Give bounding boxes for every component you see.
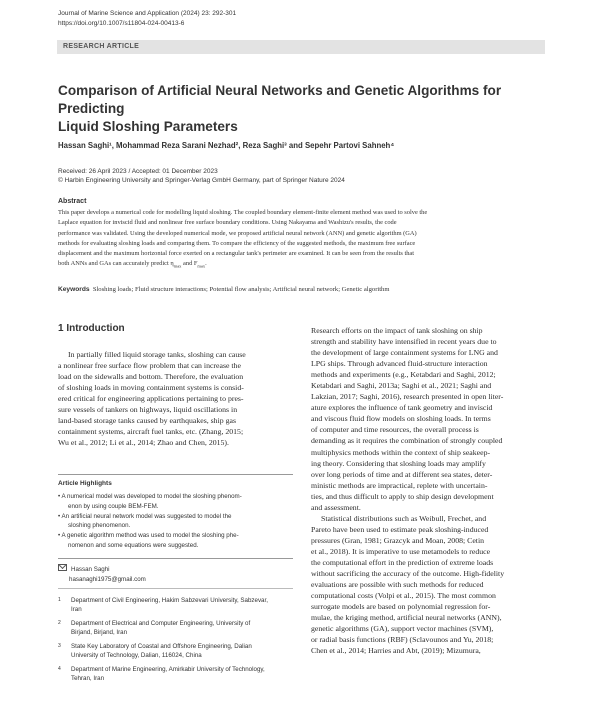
- text-line: the development of large containment systems for LNG and: [311, 348, 498, 358]
- affiliation-number: 3: [58, 643, 61, 649]
- text-line: evaluations are possible with such methods for reduced: [311, 580, 484, 590]
- contact-rule: [58, 588, 293, 589]
- highlights-list: [58, 492, 293, 551]
- contact-email[interactable]: hasanaghi1975@gmail.com: [69, 575, 146, 583]
- keywords-line: [58, 286, 546, 293]
- article-type-label: RESEARCH ARTICLE: [63, 43, 140, 50]
- text-line: et al., 2018). It is imperative to use metamodels to reduce: [311, 546, 491, 556]
- affiliation-text: Department of Marine Engineering, Amirkabir University of Technology,: [71, 666, 265, 673]
- affiliation-2: [58, 619, 293, 637]
- affiliation-text: State Key Laboratory of Coastal and Offshore Engineering, Dalian: [71, 643, 252, 650]
- abstract-line: methods for evaluating sloshing loads and comparing them. To compare the efficiency of the suggested methods, the maximum free surface: [58, 239, 416, 247]
- highlights-bottom-rule: [58, 558, 293, 559]
- text-line: Pareto have been used to estimate peak sloshing-induced: [311, 524, 489, 534]
- text-line: over long periods of time and at different sea states, deter-: [311, 469, 493, 479]
- text-line: methods and experiments (e.g., Ketabdari and Saghi, 2012;: [311, 370, 496, 380]
- text-line: LPG ships. Through advanced fluid-structure interaction: [311, 359, 488, 369]
- affiliation-1: [58, 596, 293, 614]
- contact-name-row: [58, 564, 146, 575]
- subscript-max: max: [173, 263, 182, 269]
- abstract-heading: Abstract: [58, 198, 87, 205]
- text-line: genetic algorithms (GA), support vector machines (SVM),: [311, 624, 494, 634]
- text-line: ing theory. Considering that sloshing loads may amplify: [311, 458, 486, 468]
- section-heading: 1 Introduction: [58, 323, 125, 334]
- highlight-item: • A genetic algorithm method was used to model the sloshing phe-: [58, 532, 239, 540]
- text-line: ministic methods are impractical, replete with uncertain-: [311, 480, 488, 490]
- text-line: land-based storage tanks caused by earthquakes, ship gas: [58, 416, 236, 426]
- text-line: mulae, the kriging method, artificial neural networks (ANN),: [311, 613, 502, 623]
- text-line: Lakzian, 2017; Saghi, 2016), research presented in open liter-: [311, 392, 504, 402]
- highlight-item-cont: nomenon and some equations were suggested.: [68, 541, 199, 549]
- author-list: Hassan Saghi¹, Mohammad Reza Sarani Nezhad², Reza Saghi³ and Sepehr Partovi Sahneh⁴: [58, 141, 395, 150]
- publication-dates: [58, 167, 345, 185]
- highlight-item-cont: enon by using couple BEM-FEM.: [68, 502, 159, 510]
- affiliation-number: 1: [58, 597, 61, 603]
- text-line: ature explores the influence of tank geometry and inviscid: [311, 403, 493, 413]
- affiliation-text: Department of Electrical and Computer Engineering, University of: [71, 620, 251, 627]
- subscript-max: max: [197, 263, 206, 269]
- abstract-period: .: [205, 260, 207, 268]
- text-line: a nonlinear free surface flow problem that can increase the: [58, 361, 241, 371]
- text-line: computational costs (Volpi et al., 2015). The most common: [311, 591, 496, 601]
- affiliation-text: University of Technology, Dalian, 116024, China: [71, 652, 202, 660]
- text-line: sure vessels of tankers on highways, liquid oscillations in: [58, 405, 238, 415]
- affiliation-text: Iran: [71, 606, 82, 614]
- title-line-2: Liquid Sloshing Parameters: [58, 119, 238, 134]
- text-line: Ketabdari and Saghi, 2013a; Saghi et al., 2021; Saghi and: [311, 381, 492, 391]
- text-line: and viscous fluid flow models on sloshing loads. In terms: [311, 414, 491, 424]
- text-line: strength and stability have intensified in recent years due to: [311, 337, 497, 347]
- text-line: Chen et al., 2014; Harries and Abt, (2019); Mizumura,: [311, 646, 481, 656]
- text-line: In partially filled liquid storage tanks, sloshing can cause: [68, 350, 246, 359]
- abstract-line: performance was validated. Using the developed numerical mode, we proposed artificial neural network (ANN) and genetic algorithm (GA): [58, 229, 417, 237]
- highlight-item-cont: sloshing phenomenon.: [68, 522, 131, 530]
- abstract-line: This paper develops a numerical code for modelling liquid sloshing. The coupled boundary element-finite element method was used to solve the: [58, 209, 428, 216]
- keywords-label: Keywords: [58, 286, 90, 293]
- paper-title: [58, 82, 548, 136]
- abstract-text: and F: [181, 260, 198, 268]
- text-line: Research efforts on the impact of tank sloshing on ship: [311, 326, 483, 335]
- text-line: ties, and thus difficult to apply to ship design development: [311, 491, 494, 501]
- contact-name: Hassan Saghi: [71, 566, 110, 573]
- text-line: of sloshing loads in moving containment systems is consid-: [58, 383, 244, 393]
- corresponding-author: [58, 564, 146, 584]
- abstract-text: both ANNs and GAs can accurately predict η: [58, 260, 174, 268]
- text-line: the computational effort in the prediction of extreme loads: [311, 557, 494, 567]
- abstract-last-line: [58, 259, 546, 272]
- text-line: demanding as it requires the combination of strongly coupled: [311, 436, 503, 446]
- abstract-body: [58, 208, 546, 272]
- copyright-line: © Harbin Engineering University and Springer-Verlag GmbH Germany, part of Springer Nature 2024: [58, 177, 345, 184]
- right-column-text: [311, 325, 546, 656]
- affiliation-3: [58, 642, 293, 660]
- affiliation-number: 2: [58, 620, 61, 626]
- text-line: surrogate models are based on polynomial regression for-: [311, 602, 491, 612]
- affiliation-text: Tehran, Iran: [71, 675, 105, 683]
- affiliation-4: [58, 665, 293, 683]
- text-line: without sacrificing the accuracy of the outcome. High-fidelity: [311, 569, 505, 579]
- highlights-heading: Article Highlights: [58, 480, 112, 487]
- title-line-1: Comparison of Artificial Neural Networks and Genetic Algorithms for Predicting: [58, 83, 502, 116]
- text-line: or radial basis functions (RBF) (Sclavounos and Yu, 2018;: [311, 635, 494, 645]
- text-line: of computer and time resources, the overall process is: [311, 425, 479, 435]
- abstract-line: displacement and the maximum horizontal force exerted on a rectangular tank's perimeter are examined. It can be seen from the results that: [58, 250, 415, 258]
- highlight-item: • An artificial neural network model was suggested to model the: [58, 512, 232, 520]
- text-line: multiphysics methods within the context of ship seakeep-: [311, 447, 491, 457]
- article-type-banner: [57, 40, 545, 54]
- highlight-item: • A numerical model was developed to model the sloshing phenom-: [58, 493, 242, 500]
- highlights-top-rule: [58, 474, 293, 475]
- affiliation-text: Birjand, Birjand, Iran: [71, 629, 128, 637]
- text-line: containment systems, aircraft fuel tanks, etc. (Zhang, 2015;: [58, 427, 244, 437]
- intro-paragraph: [58, 349, 293, 448]
- keywords-text: Sloshing loads; Fluid structure interactions; Potential flow analysis; Artificial neural network; Genetic algorithm: [92, 286, 390, 293]
- abstract-line: Laplace equation for inviscid fluid and nonlinear free surface boundary conditions. Using Nakayama and Washizu's results, the code: [58, 219, 397, 227]
- text-line: ered critical for engineering applications pertaining to pres-: [58, 394, 244, 404]
- received-accepted: Received: 26 April 2023 / Accepted: 01 December 2023: [58, 168, 218, 175]
- affiliation-text: Department of Civil Engineering, Hakim Sabzevari University, Sabzevar,: [71, 597, 268, 604]
- journal-citation: Journal of Marine Science and Application (2024) 23: 292-301: [58, 10, 237, 17]
- text-line: pressures (Gran, 1981; Grazcyk and Moan, 2008; Cetin: [311, 535, 485, 545]
- text-line: and assessment.: [311, 502, 361, 512]
- text-line: Statistical distributions such as Weibull, Frechet, and: [321, 513, 487, 523]
- text-line: load on the sidewalls and bottom. Therefore, the evaluation: [58, 372, 244, 382]
- doi-link[interactable]: https://doi.org/10.1007/s11804-024-00413-6: [58, 20, 185, 27]
- affiliation-number: 4: [58, 666, 61, 672]
- text-line: Wu et al., 2012; Li et al., 2014; Zhao and Chen, 2015).: [58, 438, 229, 448]
- envelope-icon: [58, 564, 67, 571]
